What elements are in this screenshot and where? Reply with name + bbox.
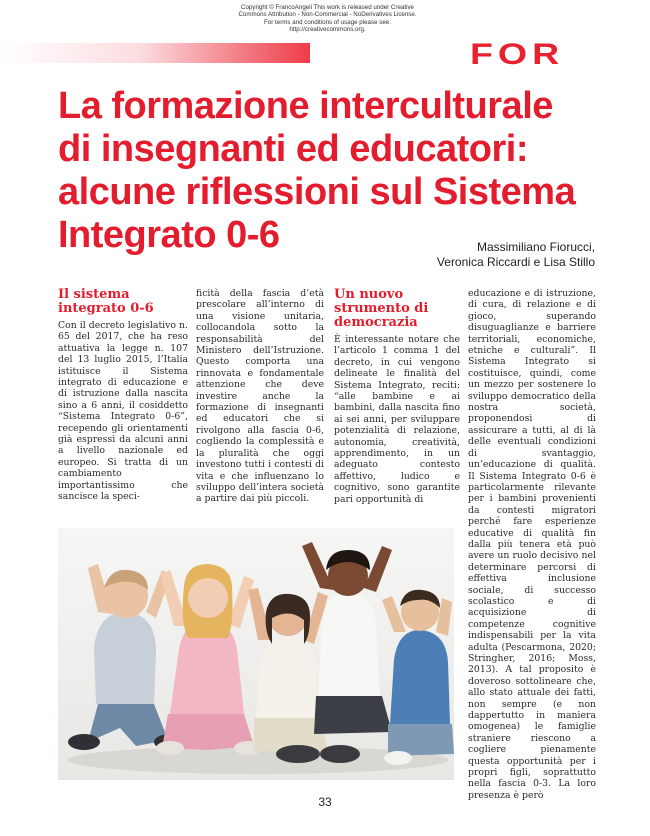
title-line: di insegnanti ed educatori: <box>58 128 528 170</box>
text-column-1 <box>58 288 188 503</box>
article-title <box>58 85 618 257</box>
header-gradient-bar <box>0 43 310 63</box>
text-column-3 <box>334 288 460 505</box>
children-illustration <box>58 528 454 780</box>
copyright-line: Copyright © FrancoAngeli This work is released under Creative <box>241 4 414 11</box>
children-photo <box>58 528 454 780</box>
title-line: alcune riflessioni sul Sistema <box>58 171 576 213</box>
text-column-4 <box>468 288 596 801</box>
page-number: 33 <box>318 795 332 809</box>
body-paragraph: Con il decreto legislativo n. 65 del 2017, che ha reso attuativa la legge n. 107 del 13 luglio 2015, l’Italia istituisce il Sistema integrato di educazione e di istruzione dalla nascita sino a 6 anni, il cosiddetto “Sistema Integrato 0-6”, recependo gli orientamenti già espressi da alcuni anni a livello nazionale ed europeo. Si tratta di un cambiamento importantissimo che sancisce la speci- <box>58 320 188 503</box>
copyright-line: For terms and conditions of usage please see: <box>264 18 391 26</box>
author-line: Veronica Riccardi e Lisa Stillo <box>436 255 595 269</box>
body-paragraph: educazione e di istruzione, di cura, di relazione e di gioco, superando disuguaglianze e barriere territoriali, economiche, etniche e culturali”. Il Sistema Integrato si costituisce, quindi, come un mezzo per sostenere lo sviluppo democratico della nostra società, proponendosi di assicurare a tutti, al di là delle eventuali condizioni di svantaggio, un’educazione di qualità. Il Sistema Integrato 0-6 è particolarmente rilevante per i bambini provenienti da contesti migratori perché fare esperienze educative di qualità fin dalla più tenera età può avere un ruolo decisivo nel determinare percorsi di effettiva inclusione sociale, di successo scolastico e di acquisizione di competenze cognitive indispensabili per la vita adulta (Pescarmona, 2020; Stringher, 2016; Moss, 2013). A tal proposito è doveroso sottolineare che, allo stato attuale dei fatti, non sempre (e non dappertutto in maniera omogenea) le famiglie straniere riescono a cogliere pienamente questa opportunità per i propri figli, soprattutto nella fascia 0-3. La loro presenza è però <box>468 288 596 801</box>
title-line: La formazione interculturale <box>58 85 553 127</box>
author-line: Massimiliano Fiorucci, <box>476 240 595 254</box>
article-authors <box>437 240 595 270</box>
copyright-line: http://creativecommons.org. <box>289 26 366 34</box>
magazine-logo: FOR <box>470 38 565 71</box>
copyright-notice <box>230 4 425 34</box>
title-line: Integrato 0-6 <box>58 214 280 256</box>
section-heading: Il sistema integrato 0-6 <box>58 287 154 316</box>
body-paragraph: ficità della fascia d’età prescolare all’interno di una visione unitaria, collocandola sotto la responsabilità del Ministero dell’Istruzione. Questo comporta una rinnovata e fondamentale attenzione che deve investire anche la formazione di insegnanti ed educatori che si rivolgono alla fascia 0-6, cogliendo la complessità e la pluralità che oggi investono tutti i contesti di vita e che influenzano lo sviluppo dell’intera società a partire dai più piccoli. <box>196 288 324 505</box>
copyright-line: Commons Attribution - Non-Commercial - NoDerivatives License. <box>238 11 417 19</box>
body-paragraph: È interessante notare che l’articolo 1 comma 1 del decreto, in cui vengono delineate le finalità del Sistema Integrato, reciti: “alle bambine e ai bambini, dalla nascita fino ai sei anni, per sviluppare potenzialità di relazione, autonomia, creatività, apprendimento, in un adeguato contesto affettivo, ludico e cognitivo, sono garantite pari opportunità di <box>334 334 460 505</box>
section-heading: Un nuovo strumento di democrazia <box>334 287 429 330</box>
text-column-2 <box>196 288 324 505</box>
